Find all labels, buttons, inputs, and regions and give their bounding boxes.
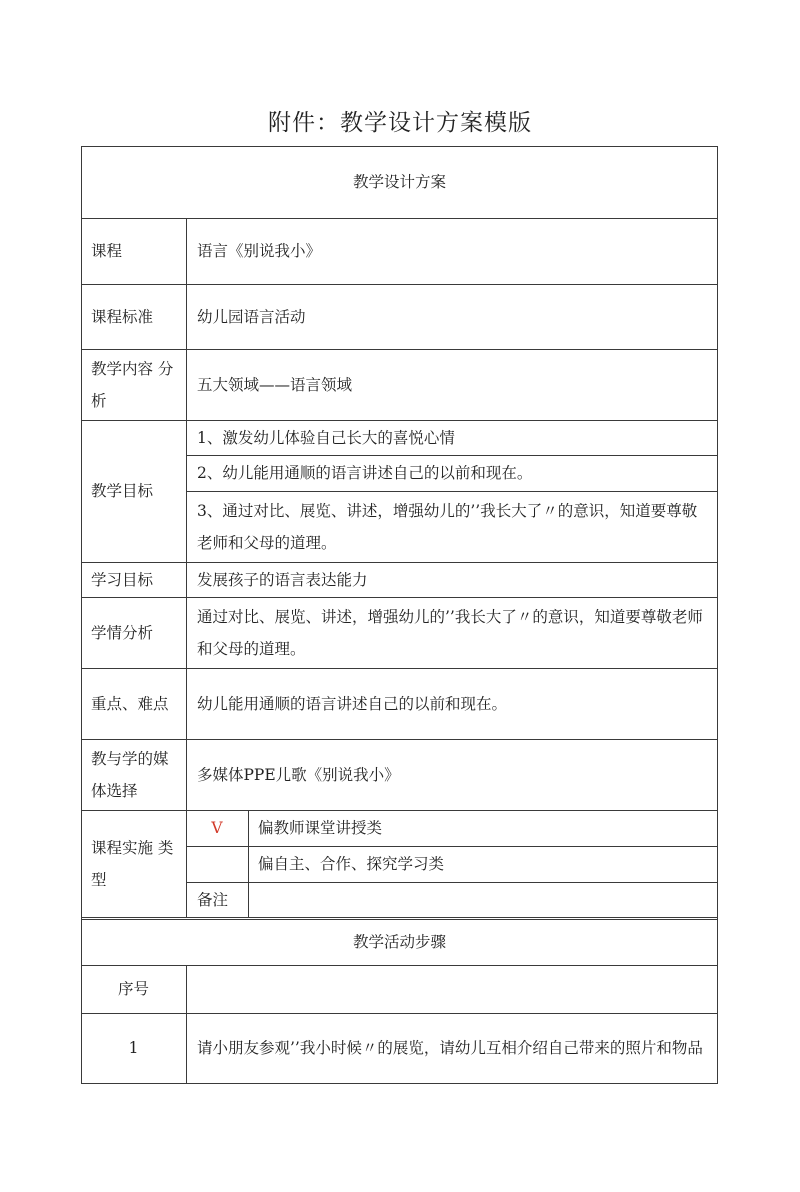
content-analysis-label: 教学内容 分析 [91, 359, 174, 410]
implementation-option-1: 偏教师课堂讲授类 [258, 819, 383, 837]
standard-value: 幼儿园语言活动 [197, 307, 306, 326]
plan-header: 教学设计方案 [352, 173, 446, 191]
media-label: 教与学的媒体选择 [91, 749, 169, 800]
implementation-label: 课程实施 类型 [91, 838, 174, 889]
document-title: 附件：教学设计方案模版 [268, 110, 532, 136]
learner-analysis-value: 通过对比、展览、讲述，增强幼儿的’’我长大了〃的意识，知道要尊敬老师和父母的道理。 [197, 607, 703, 658]
content-analysis-value: 五大领域——语言领域 [197, 375, 353, 394]
steps-number-header: 序号 [117, 980, 149, 998]
implementation-option-2: 偏自主、合作、探究学习类 [258, 855, 445, 873]
learning-goal-label: 学习目标 [91, 570, 154, 589]
objective-item-2: 2、幼儿能用通顺的语言讲述自己的以前和现在。 [197, 464, 533, 482]
steps-header: 教学活动步骤 [352, 933, 446, 951]
note-value [258, 882, 713, 918]
objective-item-3: 3、通过对比、展览、讲述，增强幼儿的’’我长大了〃的意识，知道要尊敬老师和父母的道理。 [197, 501, 698, 552]
objectives-label: 教学目标 [91, 482, 154, 500]
note-label: 备注 [197, 891, 229, 909]
lesson-plan-table [81, 146, 718, 1084]
key-points-value: 幼儿能用通顺的语言讲述自己的以前和现在。 [197, 694, 508, 713]
key-points-label: 重点、难点 [91, 694, 169, 713]
learner-analysis-label: 学情分析 [91, 623, 154, 642]
implementation-check-mark-2 [186, 846, 248, 882]
media-value: 多媒体PPE儿歌《别说我小》 [197, 765, 400, 784]
step-description: 请小朋友参观’’我小时候〃的展览，请幼儿互相介绍自己带来的照片和物品 [197, 1039, 703, 1057]
standard-label: 课程标准 [91, 307, 154, 326]
objective-item-1: 1、激发幼儿体验自己长大的喜悦心情 [197, 428, 455, 447]
course-label: 课程 [91, 242, 123, 260]
learning-goal-value: 发展孩子的语言表达能力 [197, 570, 368, 589]
course-value: 语言《别说我小》 [197, 242, 322, 260]
implementation-check-mark: V [211, 819, 223, 837]
step-number: 1 [128, 1039, 139, 1057]
